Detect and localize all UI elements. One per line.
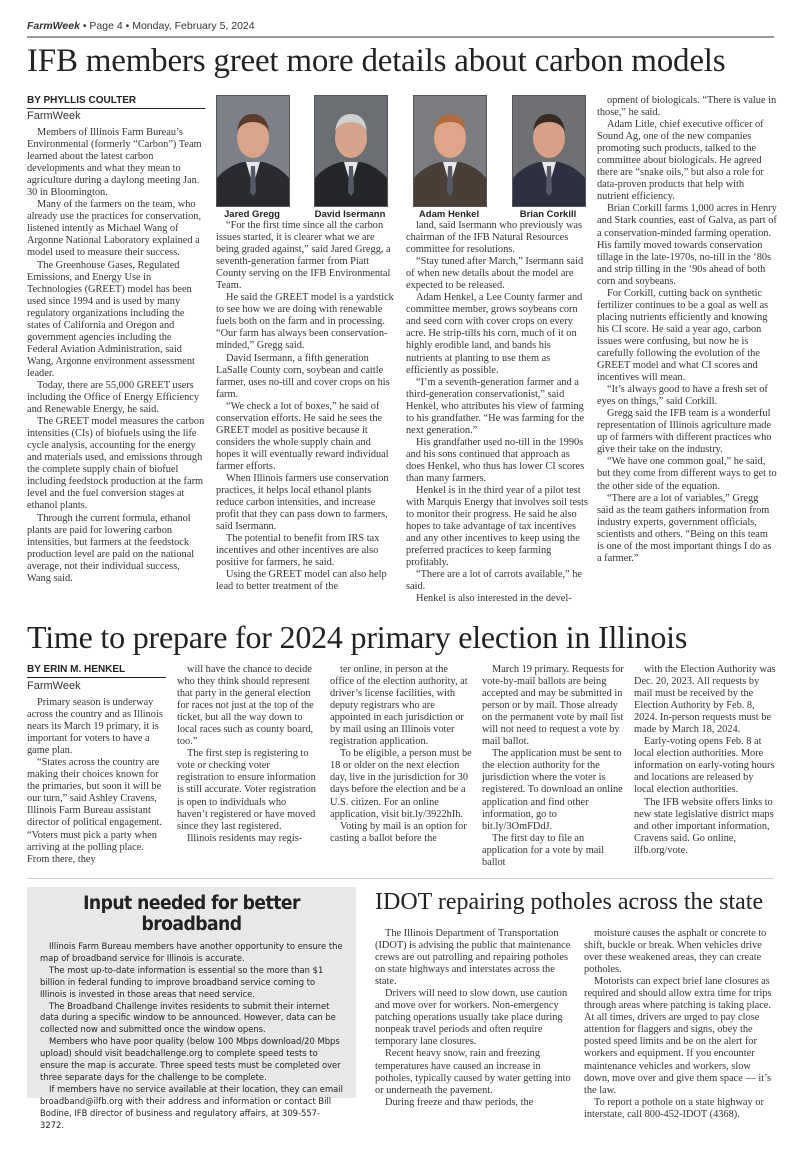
article1-source: FarmWeek bbox=[27, 110, 81, 122]
article2-column-3 bbox=[330, 664, 472, 845]
photo-caption: David Isermann bbox=[314, 209, 386, 220]
paragraph: The most up-to-date information is essential so the more than $1 billion in federal funding to improve broadband service coming to Illinois is invested in those areas that need service. bbox=[40, 964, 324, 999]
paragraph: “For the first time since all the carbon issues started, it is clearer what we are being graded against,” said Jared Gregg, a seventh-generation farmer from Piatt County serving on the IFB Environmental Team. bbox=[216, 220, 391, 292]
portrait-image bbox=[413, 95, 487, 207]
article2-column-2 bbox=[177, 664, 319, 845]
paragraph: Adam Henkel, a Lee County farmer and committee member, grows soybeans corn and seed corn with cover crops on every acre. He strip-tills his corn, much of it on highly erodible land, and bands his nutrients at planting to use them as efficiently as possible. bbox=[406, 292, 583, 376]
paragraph: To be eligible, a person must be 18 or older on the next election day, live in the jurisdiction for 30 days before the election and be a U.S. citizen. For an online application, visit bit.ly/3922hIh. bbox=[330, 748, 472, 820]
paragraph: Drivers will need to slow down, use caution and move over for workers. Non-emergency patching operations usually take place during nonpeak travel periods and often require temporary lane closures. bbox=[375, 988, 568, 1048]
paragraph: Many of the farmers on the team, who already use the practices for conservation, listened intently as Michael Wang of Argonne National Laboratory explained a model used to measure their success. bbox=[27, 199, 202, 259]
article1-column-4 bbox=[597, 95, 777, 565]
article2-column-5 bbox=[634, 664, 776, 857]
photo-caption: Brian Corkill bbox=[519, 209, 577, 220]
paragraph: “Stay tuned after March,” Isermann said of when new details about the model are expected to be released. bbox=[406, 256, 584, 292]
paragraph: moisture causes the asphalt or concrete to shift, buckle or break. When vehicles drive over these weakened areas, they can create potholes. bbox=[584, 928, 767, 976]
paragraph: Motorists can expect brief lane closures as required and should allow extra time for trips through areas where patching is taking place. At all times, drivers are urged to pay close attention for flaggers and signs, obey the posted speed limits and be on the alert for workers and equipment. If you encounter maintenance vehicles and workers, slow down, move over and give them space — it’s the law. bbox=[584, 976, 772, 1096]
paragraph: land, said Isermann who previously was chairman of the IFB Natural Resources committee for resolutions. bbox=[406, 220, 583, 256]
paragraph: “We have one common goal,” he said, but they come from different ways to get to the other side of the equation. bbox=[597, 456, 777, 492]
paragraph: If members have no service available at their location, they can email broadband@ilfb.org with their address and information or contact Bill Bodine, IFB director of business and regulatory affairs, at 309-557-3272. bbox=[40, 1083, 343, 1130]
paragraph: Adam Litle, chief executive officer of Sound Ag, one of the new companies promoting such products, talked to the committee about biologicals. He agreed there are “snake oils,” but also a role for data-proven products that help with nutrient efficiency. bbox=[597, 119, 764, 203]
paragraph: For Corkill, cutting back on synthetic fertilizer continues to be a goal as well as placing nutrients efficiently and knowing his CI score. He said a year ago, carbon issues were confusing, but now he is carefully following the evolution of the GREET model and what CI scores and incentives will mean. bbox=[597, 287, 769, 384]
portrait-illustration-icon bbox=[414, 96, 486, 206]
paragraph: “I’m a seventh-generation farmer and a third-generation conservationist,” said Henkel, who attributes his view of farming to his grandfather. “He was farming for the next generation.” bbox=[406, 376, 585, 436]
paragraph: The GREET model measures the carbon intensities (CIs) of biofuels using the life cycle analysis, accounting for the energy and materials used, and emissions through the complete supply chain of biofuel including feedstock production at the farm level and the fuel conversion stages at ethanol plants. bbox=[27, 416, 205, 512]
article2-column-1 bbox=[27, 697, 167, 866]
broadband-headline: Input needed for better broadband bbox=[83, 893, 300, 935]
paragraph: ter online, in person at the office of the election authority, at driver’s license facilities, with deputy registrars who are appointed in each jurisdiction or by mail using an Illinois voter registration application. bbox=[330, 664, 468, 748]
paragraph: The first step is registering to vote or checking voter registration to ensure information is still accurate. Voter registration is open to individuals who haven’t registered or have moved since they last registered. bbox=[177, 748, 316, 832]
article1-column-3 bbox=[406, 220, 589, 606]
paragraph: will have the chance to decide who they think should represent that party in the general election for races not just at the top of the ticket, but all the way down to local races such as county board, too.” bbox=[177, 664, 314, 748]
article1-byline: BY PHYLLIS COULTER bbox=[27, 95, 137, 106]
paragraph: Brian Corkill farms 1,000 acres in Henry and Stark counties, east of Galva, as part of a conservation-minded farming operation. His family moved towards conservation tillage in the late-1970s, no-till in the ‘80s and strip tilling in the ‘90s ahead of both corn and soybeans. bbox=[597, 203, 777, 287]
paragraph: Members of Illinois Farm Bureau’s Environmental (formerly “Carbon”) Team learned about the latest carbon developments and what they mean to agriculture during a daylong meeting Jan. 30 in Bloomington. bbox=[27, 127, 202, 199]
broadband-body bbox=[27, 935, 356, 1132]
paragraph: Illinois residents may regis- bbox=[187, 832, 303, 844]
paragraph: Members who have poor quality (below 100 Mbps download/20 Mbps upload) should visit beadchallenge.org to complete speed tests to ensure the map is accurate. Three speed tests must be completed over three separate days for the challenge to be complete. bbox=[40, 1036, 341, 1082]
paragraph: Through the current formula, ethanol plants are paid for lowering carbon intensities, but farmers at the feedstock production level are paid on the national average, not their individual success, Wang said. bbox=[27, 512, 195, 584]
photo-caption: Jared Gregg bbox=[224, 209, 280, 220]
paragraph: “States across the country are making their choices known for the primaries, but soon it will be our turn,” said Ashley Cravens, Illinois Farm Bureau assistant director of political engagement. “Voters must pick a party when arriving at the polling place. From there, they bbox=[27, 757, 162, 865]
portrait-image bbox=[512, 95, 586, 207]
paragraph: Using the GREET model can also help lead to better treatment of the bbox=[216, 569, 387, 593]
paragraph: “There are a lot of variables,” Gregg said as the team gathers information from industry experts, government officials, scientists and others. “Being on this team is one of the most important things I do as a farmer.” bbox=[597, 492, 772, 564]
paragraph: Henkel is also interested in the devel- bbox=[416, 593, 572, 605]
article2-source: FarmWeek bbox=[27, 680, 81, 692]
paragraph: Henkel is in the third year of a pilot test with Marquis Energy that involves soil tests to monitor their progress. He said he also hopes to take advantage of tax incentives and any other incentives to keep using the preferred practices to keep farming profitably. bbox=[406, 485, 588, 569]
paragraph: The Illinois Department of Transportation (IDOT) is advising the public that maintenance crews are out patrolling and repairing potholes on state highways and interstates across the state. bbox=[375, 928, 571, 988]
photo-david-isermann bbox=[314, 95, 390, 220]
paragraph: The application must be sent to the election authority for the jurisdiction where the voter is registered. To download an online application and find other information, go to bit.ly/3OmFDdJ. bbox=[482, 748, 623, 832]
article2-headline: Time to prepare for 2024 primary election in Illinois bbox=[27, 619, 688, 655]
paragraph: Primary season is underway across the country and as Illinois nears its March 19 primary, it is important for voters to have a game plan. bbox=[27, 697, 163, 757]
folio-details: • Page 4 • Monday, February 5, 2024 bbox=[79, 20, 255, 32]
article1-headline: IFB members greet more details about carbon models bbox=[27, 43, 726, 79]
paragraph: The Greenhouse Gases, Regulated Emissions, and Energy Use in Technologies (GREET) model has been used since 1994 and is used by many regulatory organizations including the states of California and Oregon and government agencies including the Federal Aviation Administration, said Wang, Argonne environment assessment leader. bbox=[27, 259, 195, 379]
article1-column-2 bbox=[216, 220, 396, 593]
section-divider bbox=[27, 878, 774, 879]
paragraph: with the Election Authority was Dec. 20, 2023. All requests by mail must be received by the Election Authority by Feb. 8, 2024. In-person requests must be made by March 18, 2024. bbox=[634, 664, 776, 736]
photo-brian-corkill bbox=[512, 95, 588, 220]
idot-column-1 bbox=[375, 928, 575, 1109]
paragraph: When Illinois farmers use conservation practices, it helps local ethanol plants reduce carbon intensities, and increase profit that they can pass down to farmers, said Isermann. bbox=[216, 472, 389, 533]
paragraph: Voting by mail is an option for casting a ballot before the bbox=[330, 820, 467, 844]
photo-jared-gregg bbox=[216, 95, 292, 220]
paragraph: To report a pothole on a state highway or interstate, call 800-452-IDOT (4368). bbox=[584, 1096, 764, 1120]
portrait-illustration-icon bbox=[315, 96, 387, 206]
paragraph: David Isermann, a fifth generation LaSalle County corn, soybean and cattle farmer, uses no-till and cover crops on his farm. bbox=[216, 352, 390, 400]
paragraph: “It’s always good to have a fresh set of eyes on things,” said Corkill. bbox=[597, 384, 768, 408]
paragraph: Recent heavy snow, rain and freezing temperatures have caused an increase in potholes, typically caused by water getting into or underneath the pavement. bbox=[375, 1048, 571, 1096]
paragraph: “We check a lot of boxes,” he said of conservation efforts. He said he sees the GREET model as positive because it considers the whole supply chain and hopes it will eventually reward individual farmer efforts. bbox=[216, 400, 389, 472]
paragraph: Gregg said the IFB team is a wonderful representation of Illinois agriculture made up of farmers with different practices who give their take on the industry. bbox=[597, 408, 772, 456]
publication-name: FarmWeek bbox=[27, 20, 80, 32]
paragraph: “There are a lot of carrots available,” he said. bbox=[406, 569, 582, 593]
broadband-sidebar-box bbox=[27, 887, 356, 1130]
folio-line bbox=[27, 20, 255, 32]
portrait-illustration-icon bbox=[217, 96, 289, 206]
photo-adam-henkel bbox=[413, 95, 489, 220]
paragraph: Today, there are 55,000 GREET users including the Office of Energy Efficiency and Renewable Energy, he said. bbox=[27, 379, 200, 416]
portrait-image bbox=[216, 95, 290, 207]
article2-column-4 bbox=[482, 664, 625, 869]
paragraph: During freeze and thaw periods, the bbox=[385, 1096, 534, 1108]
paragraph: opment of biologicals. “There is value in those,” he said. bbox=[597, 95, 777, 119]
photo-caption: Adam Henkel bbox=[418, 209, 480, 220]
paragraph: The IFB website offers links to new state legislative district maps and other important information, Cravens said. Go online, ilfb.org/vote. bbox=[634, 796, 774, 856]
article2-byline: BY ERIN M. HENKEL bbox=[27, 664, 126, 675]
paragraph: The Broadband Challenge invites residents to submit their internet data during a specific window to be announced. However, data can be collected now and submitted once the window opens. bbox=[40, 1000, 336, 1035]
idot-column-2 bbox=[584, 928, 776, 1121]
portrait-image bbox=[314, 95, 388, 207]
paragraph: Early-voting opens Feb. 8 at local election authorities. More information on early-voting hours and locations are released by local election authorities. bbox=[634, 736, 775, 796]
paragraph: His grandfather used no-till in the 1990s and his sons continued that approach as does Henkel, who thus has lower CI scores than many farmers. bbox=[406, 436, 585, 484]
byline-rule bbox=[27, 108, 205, 109]
article1-column-1 bbox=[27, 127, 205, 585]
paragraph: Illinois Farm Bureau members have another opportunity to ensure the map of broadband service for Illinois is accurate. bbox=[40, 941, 343, 963]
paragraph: He said the GREET model is a yardstick to see how we are doing with renewable fuels both on the farm and in processing. “Our farm has always been conservation-minded,” Gregg said. bbox=[216, 292, 394, 352]
paragraph: The first day to file an application for a vote by mail ballot bbox=[482, 832, 605, 868]
top-rule bbox=[27, 36, 774, 38]
paragraph: The potential to benefit from IRS tax incentives and other incentives are also positive for farmers, he said. bbox=[216, 533, 380, 569]
paragraph: March 19 primary. Requests for vote-by-mail ballots are being accepted and may be submitted in person or by mail. Those already on the permanent vote by mail list will not need to request a vote by mail ballot. bbox=[482, 664, 624, 748]
portrait-illustration-icon bbox=[513, 96, 585, 206]
byline-rule bbox=[27, 677, 166, 678]
idot-headline: IDOT repairing potholes across the state bbox=[375, 889, 764, 915]
